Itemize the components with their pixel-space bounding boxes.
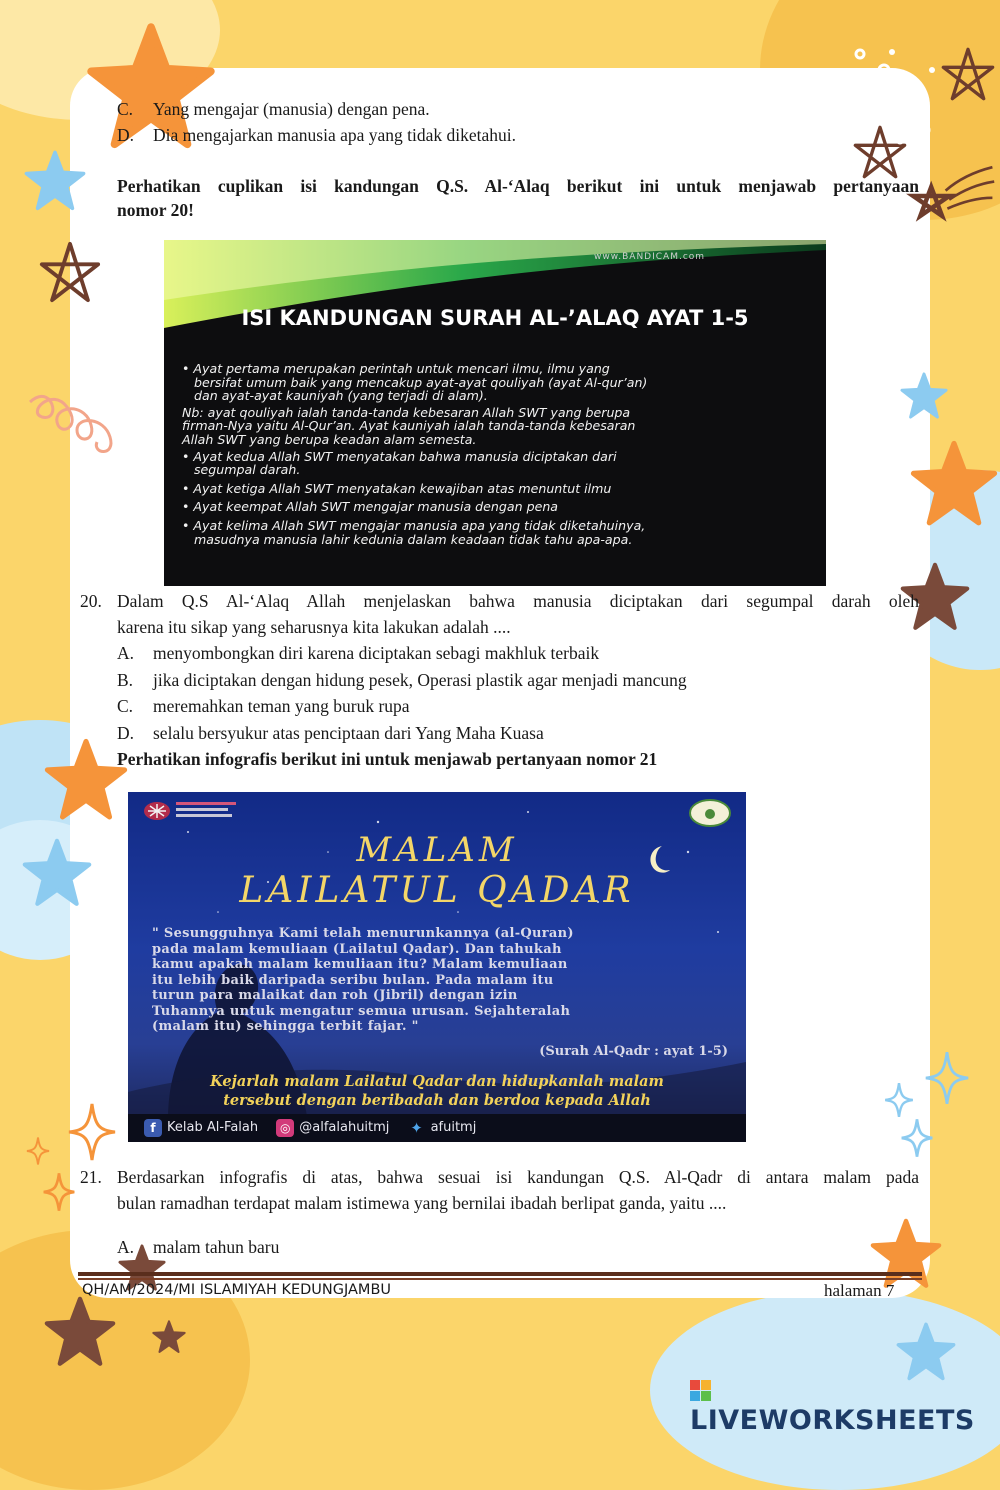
content-line: firman-Nya yaitu Al-Qur’an. Ayat kauniyah ialah tanda-tanda kebesaran — [182, 418, 636, 434]
university-name-text — [176, 800, 246, 822]
option-text: jika diciptakan dengan hidung pesek, Operasi plastik agar menjadi mancung — [153, 670, 687, 690]
content-line: masudnya manusia lahir kedunia dalam keadaan tidak tahu apa-apa. — [194, 531, 633, 547]
brown-star-icon — [152, 1320, 186, 1354]
instruction-20-line2: nomor 20! — [117, 200, 194, 220]
blue-star-icon — [900, 372, 948, 420]
option-d — [117, 720, 544, 746]
instruction-20-line1: Perhatikan cuplikan isi kandungan Q.S. Al-‘Alaq berikut ini untuk menjawab pertanyaan — [117, 176, 919, 196]
blue-star-icon — [896, 1322, 956, 1382]
option-letter: D. — [117, 125, 135, 145]
sparkle-icon — [924, 1050, 970, 1106]
option-letter: D. — [117, 723, 135, 743]
quote-block — [152, 926, 732, 1035]
social-bar — [128, 1114, 746, 1142]
quote-line: kamu apakah malam kemuliaan itu? Malam kemuliaan — [152, 957, 568, 972]
quote-line: turun para malaikat dan roh (Jibril) dengan izin — [152, 988, 518, 1003]
option-text: Dia mengajarkan manusia apa yang tidak diketahui. — [153, 125, 516, 145]
orange-star-icon — [44, 738, 128, 822]
quote-line: pada malam kemuliaan (Lailatul Qadar). Dan tahukah — [152, 941, 562, 957]
facebook-icon: f — [144, 1119, 162, 1137]
content-line: bersifat umum baik yang mencakup ayat-ayat qouliyah (ayat Al-qur’an) — [194, 374, 648, 390]
option-letter: A. — [117, 643, 135, 663]
slogan — [128, 1072, 746, 1110]
shooting-star-icon — [906, 160, 996, 250]
question-20-line2: karena itu sikap yang seharusnya kita lakukan adalah .... — [117, 617, 511, 637]
twitter-icon: ✦ — [410, 1119, 423, 1137]
facebook-group — [144, 1114, 258, 1142]
footer-rule — [78, 1272, 922, 1276]
content-line: • Ayat kelima Allah SWT mengajar manusia apa yang tidak diketahuinya, — [182, 517, 646, 533]
question-21-line1: Berdasarkan infografis di atas, bahwa sesuai isi kandungan Q.S. Al-Qadr di antara malam pada — [117, 1167, 919, 1187]
dots-decoration-icon — [840, 40, 950, 160]
footer-code: QH/AM/2024/MI ISLAMIYAH KEDUNGJAMBU — [82, 1282, 392, 1298]
quote-line: Tuhannya untuk mengatur semua urusan. Sejahteralah — [152, 1003, 571, 1019]
quote-source: (Surah Al-Qadr : ayat 1-5) — [539, 1044, 728, 1059]
option-text: malam tahun baru — [153, 1237, 280, 1257]
option-letter: A. — [117, 1237, 135, 1257]
content-line: • Ayat pertama merupakan perintah untuk mencari ilmu, ilmu yang — [182, 361, 610, 376]
spiral-icon — [22, 382, 132, 472]
blue-star-icon — [22, 838, 92, 908]
option-text: selalu bersyukur atas penciptaan dari Yang Maha Kuasa — [153, 723, 544, 743]
content-line: Nb: ayat qouliyah ialah tanda-tanda kebesaran Allah SWT yang berupa — [182, 404, 631, 420]
orange-star-icon — [910, 440, 998, 528]
bandicam-watermark: www.BANDICAM.com — [594, 252, 706, 262]
infographic-title-line2: LAILATUL QADAR — [239, 870, 635, 911]
liveworksheets-icon — [690, 1380, 712, 1402]
option-a — [117, 1234, 279, 1260]
outline-star-icon — [38, 240, 102, 304]
content-line: • Ayat keempat Allah SWT mengajar manusia dengan pena — [182, 499, 559, 515]
sparkle-icon — [42, 1172, 76, 1212]
sparkle-icon — [66, 1102, 118, 1162]
twitter-group — [408, 1114, 477, 1142]
instagram-icon: ◎ — [276, 1119, 294, 1137]
infographic-title-line1: MALAM — [356, 830, 518, 870]
footer-rule-thin — [78, 1278, 922, 1280]
option-text: menyombongkan diri karena diciptakan sebagi makhluk terbaik — [153, 643, 600, 663]
option-letter: C. — [117, 99, 134, 119]
image-title: ISI KANDUNGAN SURAH AL-’ALAQ AYAT 1-5 — [241, 306, 749, 330]
university-logo-icon — [142, 800, 172, 822]
club-logo-icon — [688, 798, 732, 828]
slogan-line: Kejarlah malam Lailatul Qadar dan hidupkanlah malam — [210, 1073, 664, 1090]
instagram-group — [276, 1114, 389, 1142]
twitter-handle: afuitmj — [430, 1120, 477, 1135]
liveworksheets-logo[interactable] — [690, 1374, 1000, 1436]
quote-line: itu lebih baik daripada seribu bulan. Pada malam itu — [152, 972, 554, 988]
lailatul-qadar-infographic — [128, 792, 746, 1142]
content-list — [182, 362, 810, 549]
instruction-21: Perhatikan infografis berikut ini untuk menjawab pertanyaan nomor 21 — [117, 749, 658, 769]
option-c — [117, 96, 430, 122]
content-line: • Ayat kedua Allah SWT menyatakan bahwa manusia diciptakan dari — [182, 448, 617, 464]
sparkle-icon — [900, 1118, 934, 1158]
alaq-content-image — [164, 240, 826, 586]
option-text: meremahkan teman yang buruk rupa — [153, 696, 410, 716]
question-20-number: 20. — [80, 591, 102, 611]
content-line: Allah SWT yang berupa keadan alam semesta. — [182, 431, 477, 447]
slogan-line: tersebut dengan beribadah dan berdoa kepada Allah — [223, 1092, 651, 1109]
option-letter: B. — [117, 670, 134, 690]
content-line: dan ayat-ayat kauniyah (yang terjadi di alam). — [194, 388, 488, 404]
option-letter: C. — [117, 696, 134, 716]
facebook-handle: Kelab Al-Falah — [167, 1120, 259, 1135]
page-number: halaman 7 — [824, 1281, 895, 1300]
brand-name: LIVEWORKSHEETS — [690, 1405, 975, 1436]
sparkle-icon — [26, 1136, 50, 1166]
option-a — [117, 640, 599, 666]
question-20-line1: Dalam Q.S Al-‘Alaq Allah menjelaskan bahwa manusia diciptakan dari segumpal darah oleh — [117, 591, 919, 611]
content-line: segumpal darah. — [194, 462, 301, 478]
option-d — [117, 122, 516, 148]
option-b — [117, 667, 687, 693]
instagram-handle: @alfalahuitmj — [299, 1120, 390, 1135]
content-line: • Ayat ketiga Allah SWT menyatakan kewajiban atas menuntut ilmu — [182, 480, 612, 496]
sparkle-icon — [884, 1082, 914, 1118]
question-21-number: 21. — [80, 1167, 102, 1187]
quote-line: " Sesungguhnya Kami telah menurunkannya (al-Quran) — [152, 926, 574, 941]
option-c — [117, 693, 410, 719]
option-text: Yang mengajar (manusia) dengan pena. — [153, 99, 430, 119]
brown-star-icon — [44, 1296, 116, 1368]
quote-line: (malam itu) sehingga terbit fajar. " — [152, 1019, 419, 1034]
question-21-line2: bulan ramadhan terdapat malam istimewa yang bernilai ibadah berlipat ganda, yaitu .... — [117, 1193, 727, 1213]
blue-star-icon — [24, 150, 86, 212]
